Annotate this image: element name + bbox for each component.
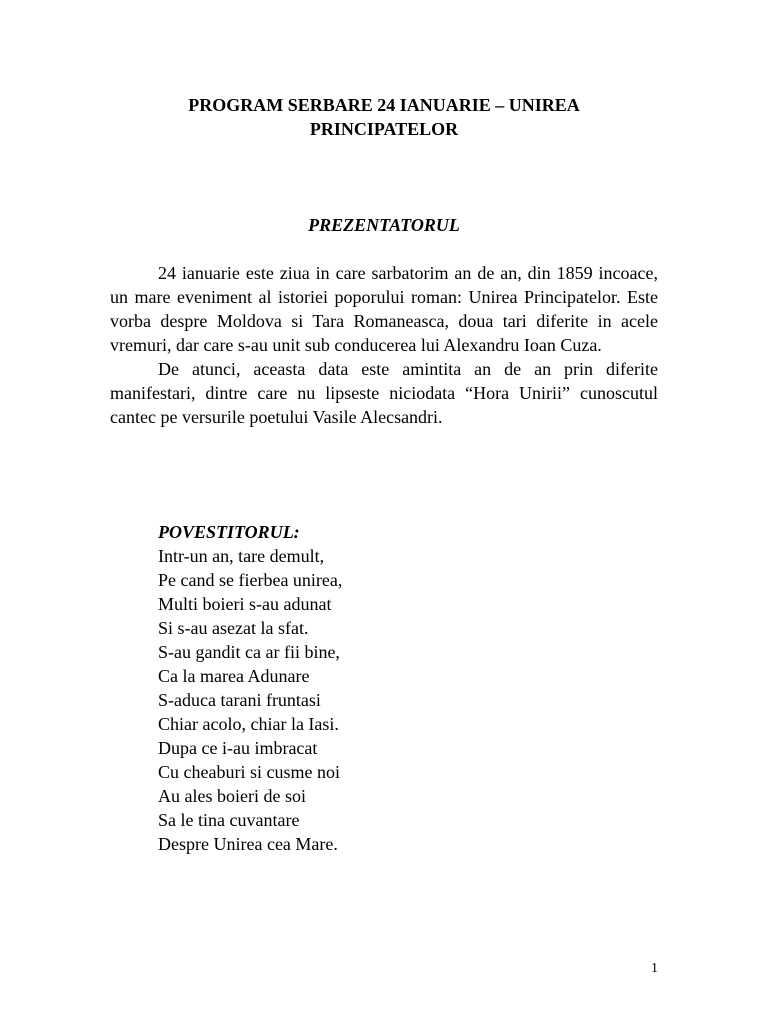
title-line-1: PROGRAM SERBARE 24 IANUARIE – UNIREA (188, 95, 580, 115)
verse-line: Cu cheaburi si cusme noi (158, 762, 340, 782)
presenter-heading: PREZENTATORUL (308, 215, 460, 235)
paragraph: 24 ianuarie este ziua in care sarbatorim an de an, din 1859 incoace, un mare eveniment al istoriei poporului roman: Unirea Principatelor. Este vorba despre Moldova si Tara Romaneasca, doua tari diferite in acele vremuri, dar care s-au unit sub conducerea lui Alexandru Ioan Cuza. (110, 263, 658, 355)
verse-line: Au ales boieri de soi (158, 786, 306, 806)
page-number: 1 (651, 961, 658, 976)
paragraph: De atunci, aceasta data este amintita an de an prin diferite manifestari, dintre care nu lipseste niciodata “Hora Unirii” cunoscutul cantec pe versurile poetului Vasile Alecsandri. (110, 359, 658, 427)
verse-line: Multi boieri s-au adunat (158, 594, 332, 614)
verse-line: Sa le tina cuvantare (158, 810, 300, 830)
presenter-text (110, 261, 658, 429)
verse-line: Despre Unirea cea Mare. (158, 834, 338, 854)
narrator-section (158, 520, 342, 856)
verse-line: Ca la marea Adunare (158, 666, 310, 686)
verse-line: Intr-un an, tare demult, (158, 546, 325, 566)
verse-line: Si s-au asezat la sfat. (158, 618, 309, 638)
verse-line: Chiar acolo, chiar la Iasi. (158, 714, 339, 734)
verse-line: S-au gandit ca ar fii bine, (158, 642, 340, 662)
verse-lines (158, 544, 342, 856)
document-title (110, 93, 658, 141)
verse-line: Pe cand se fierbea unirea, (158, 570, 343, 590)
narrator-heading: POVESTITORUL: (158, 522, 300, 542)
title-line-2: PRINCIPATELOR (309, 119, 459, 139)
verse-line: Dupa ce i-au imbracat (158, 738, 318, 758)
verse-line: S-aduca tarani fruntasi (158, 690, 321, 710)
